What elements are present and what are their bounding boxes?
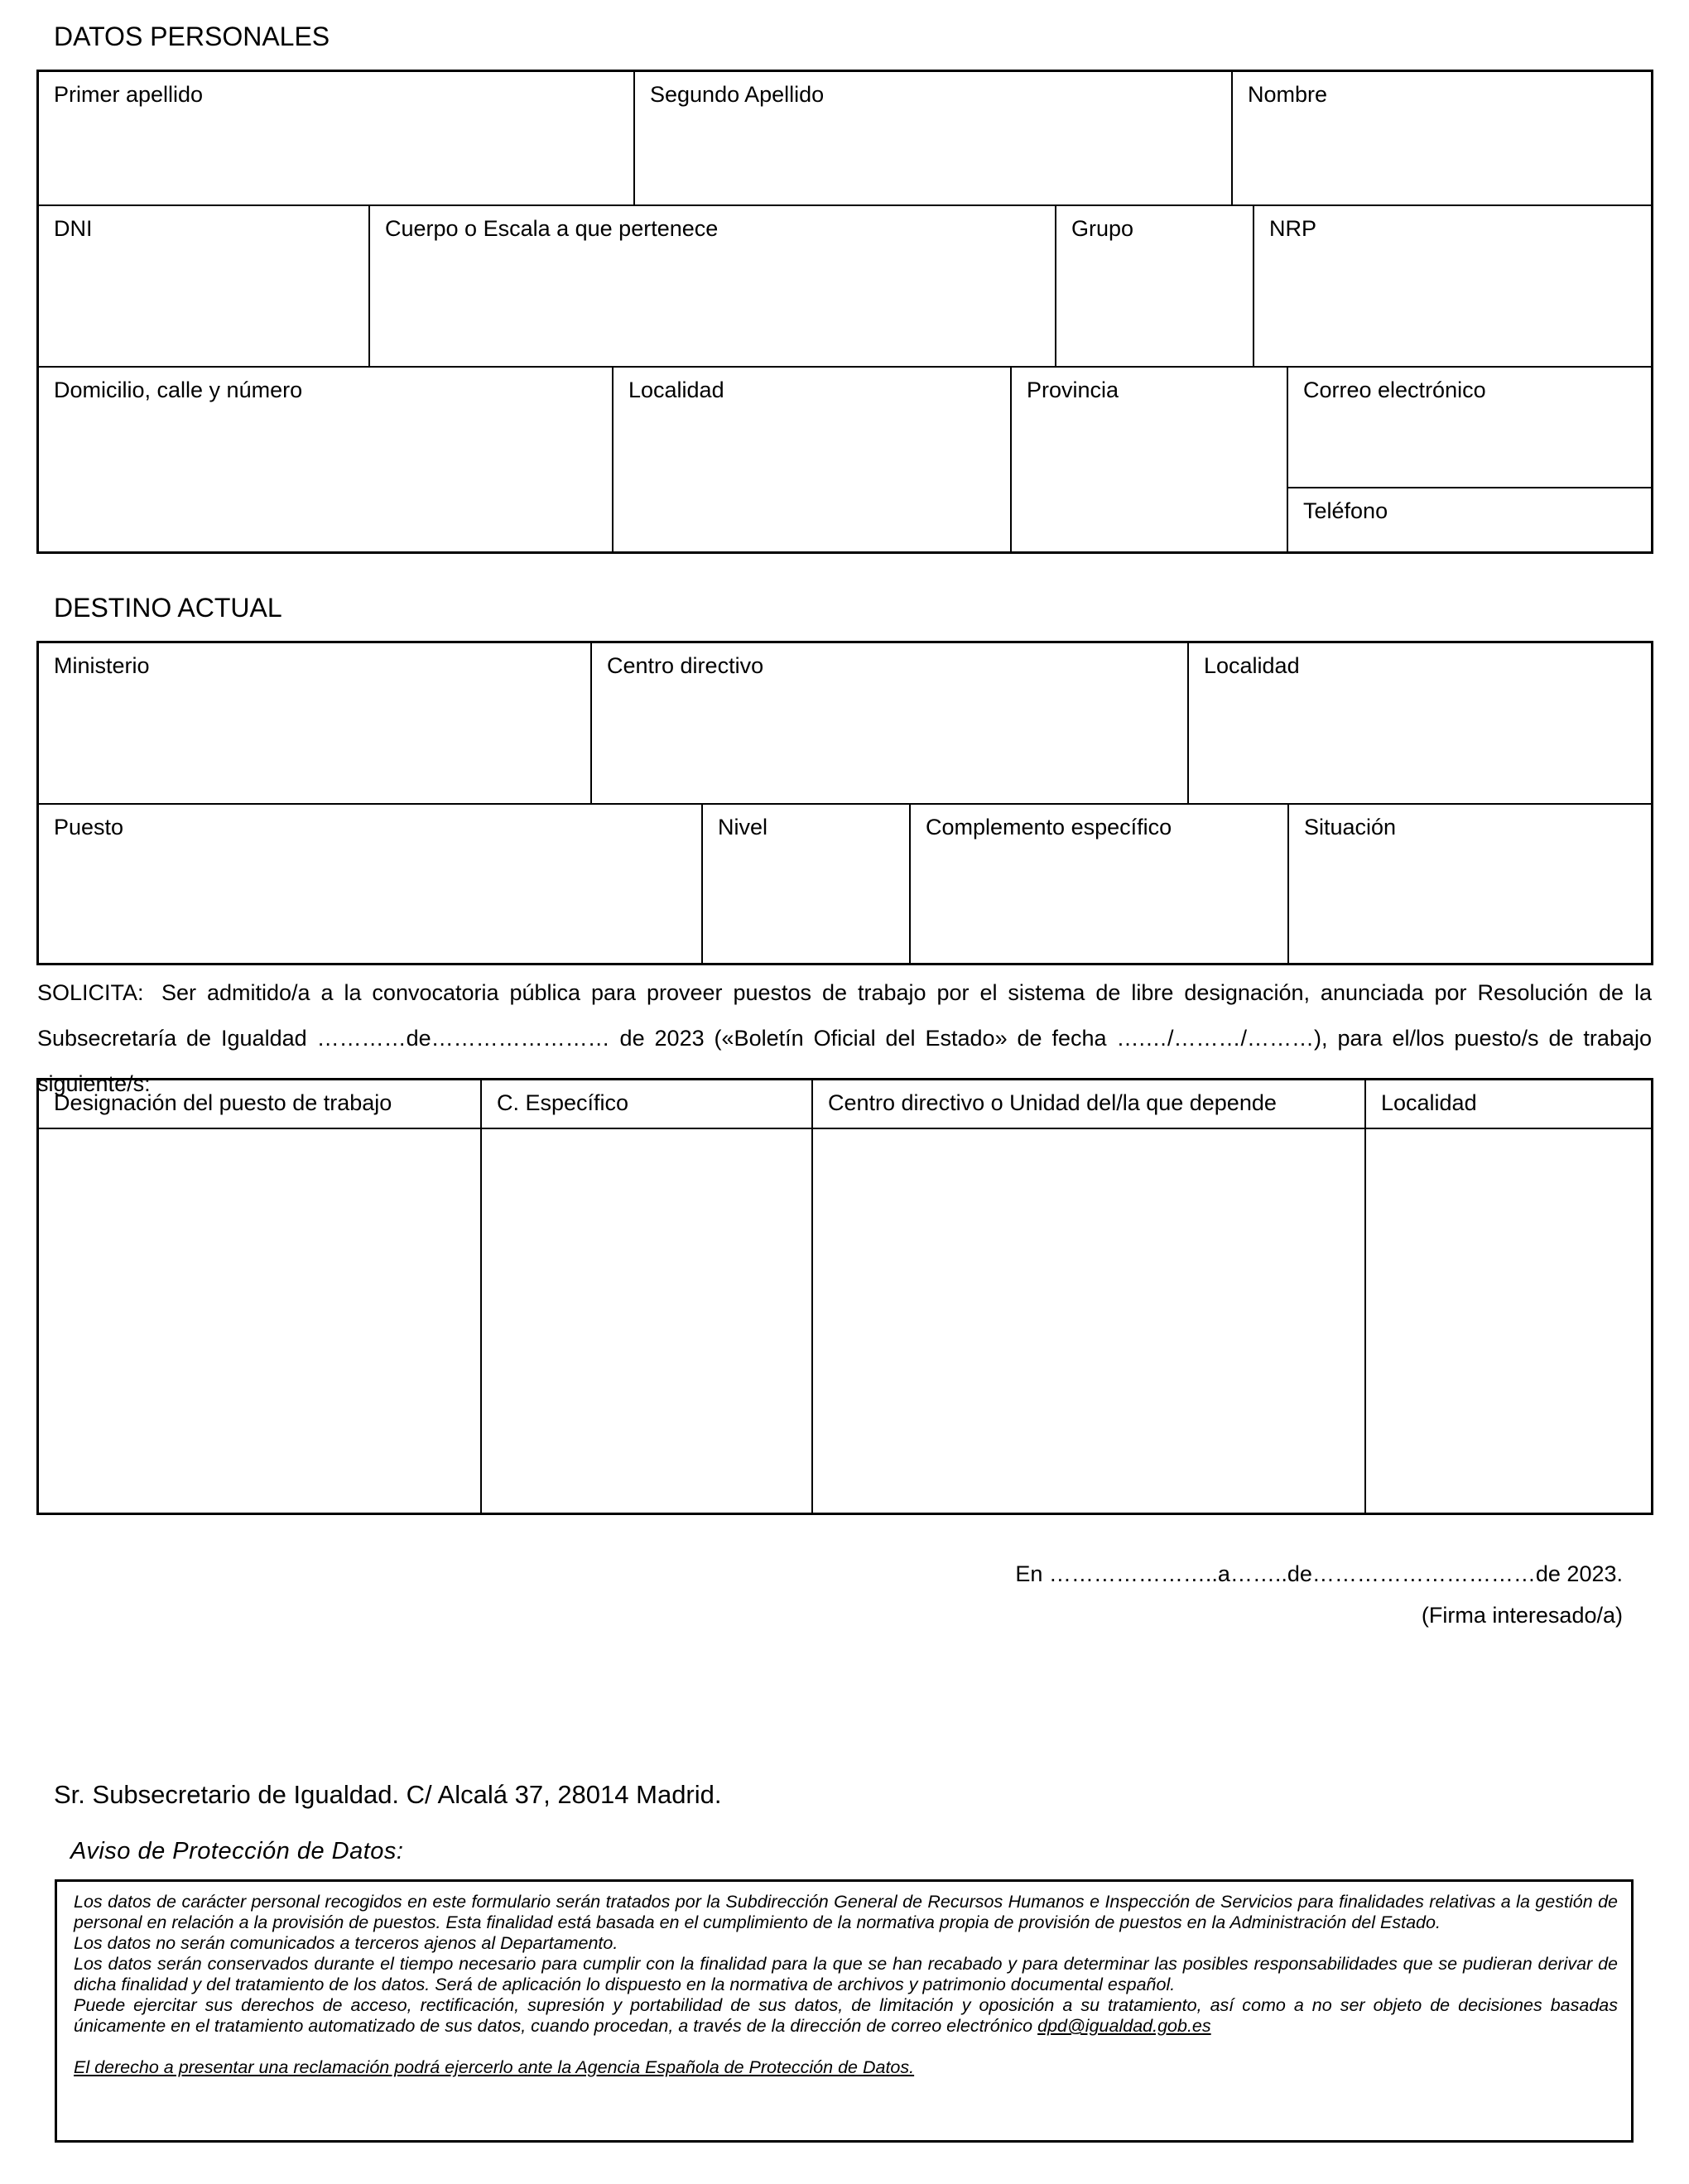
privacy-rights-text: Puede ejercitar sus derechos de acceso, rectificación, supresión y portabilidad de sus datos, de limitación y oposición a su tratamiento, así como a no ser objeto de decisiones basadas únicamente en el tratamiento automatizado de sus datos, cuando procedan, a través de la dirección de correo electrónico bbox=[74, 1995, 1618, 2036]
field-label: Nombre bbox=[1248, 82, 1328, 107]
posts-header-especifico bbox=[480, 1079, 811, 1128]
privacy-paragraph: Los datos de carácter personal recogidos en este formulario serán tratados por la Subdirección General de Recursos Humanos e Inspección de Servicios para finalidades relativas a la gestión de personal en relación a la provisión de puestos. Esta finalidad está basada en el cumplimiento de la normativa propia de provisión de puestos en la Administración del Estado. bbox=[74, 1892, 1618, 1932]
field-ministerio[interactable] bbox=[37, 642, 590, 803]
request-lead: SOLICITA: bbox=[37, 980, 144, 1005]
privacy-heading: Aviso de Protección de Datos: bbox=[70, 1838, 404, 1864]
signature-label: (Firma interesado/a) bbox=[1421, 1603, 1623, 1628]
field-label: NRP bbox=[1269, 216, 1317, 241]
posts-header-centro bbox=[811, 1079, 1364, 1128]
field-label: Segundo Apellido bbox=[650, 82, 825, 107]
field-label: Ministerio bbox=[54, 653, 150, 678]
field-label: Correo electrónico bbox=[1303, 378, 1486, 402]
field-label: Cuerpo o Escala a que pertenece bbox=[385, 216, 719, 241]
field-label: DNI bbox=[54, 216, 93, 241]
field-telefono[interactable] bbox=[1287, 487, 1652, 552]
field-label: Complemento específico bbox=[926, 815, 1172, 839]
privacy-paragraph bbox=[74, 1995, 1618, 2037]
field-label: Puesto bbox=[54, 815, 124, 839]
current-post-title: DESTINO ACTUAL bbox=[54, 593, 282, 623]
personal-data-title: DATOS PERSONALES bbox=[54, 22, 330, 51]
field-label: Provincia bbox=[1027, 378, 1119, 402]
field-label: Situación bbox=[1304, 815, 1397, 839]
privacy-paragraph: Los datos serán conservados durante el tiempo necesario para cumplir con la finalidad para la que se han recabado y para determinar las posibles responsabilidades que se pudieran derivar de dicha finalidad y del tratamiento de los datos. Será de aplicación lo dispuesto en la normativa de archivos y patrimonio documental español. bbox=[74, 1954, 1618, 1994]
field-destino-localidad[interactable] bbox=[1187, 642, 1652, 803]
field-dni[interactable] bbox=[37, 204, 368, 366]
field-correo[interactable] bbox=[1287, 366, 1652, 487]
privacy-notice-box bbox=[55, 1879, 1634, 2143]
field-nombre[interactable] bbox=[1231, 70, 1652, 204]
field-label: Grupo bbox=[1071, 216, 1134, 241]
privacy-complaint-text: El derecho a presentar una reclamación podrá ejercerlo ante la Agencia Española de Protección de Datos. bbox=[74, 2057, 915, 2077]
field-label: Localidad bbox=[628, 378, 724, 402]
field-label: Primer apellido bbox=[54, 82, 204, 107]
posts-cell-designacion[interactable] bbox=[37, 1128, 480, 1513]
posts-header-designacion bbox=[37, 1079, 480, 1128]
field-provincia[interactable] bbox=[1010, 366, 1287, 552]
field-nrp[interactable] bbox=[1253, 204, 1652, 366]
field-situacion[interactable] bbox=[1287, 803, 1652, 964]
field-label: Localidad bbox=[1204, 653, 1300, 678]
field-complemento[interactable] bbox=[909, 803, 1287, 964]
field-grupo[interactable] bbox=[1055, 204, 1253, 366]
field-domicilio[interactable] bbox=[37, 366, 612, 552]
addressee: Sr. Subsecretario de Igualdad. C/ Alcalá 37, 28014 Madrid. bbox=[54, 1780, 722, 1809]
field-cuerpo-escala[interactable] bbox=[368, 204, 1055, 366]
field-localidad[interactable] bbox=[612, 366, 1010, 552]
privacy-email-link[interactable]: dpd@igualdad.gob.es bbox=[1037, 2016, 1211, 2036]
place-date-line: En …………………..a……..de…………………………de 2023. bbox=[1015, 1561, 1623, 1586]
request-text: Ser admitido/a a la convocatoria pública para proveer puestos de trabajo por el sistema de libre designación, anunciada por Resolución de la Subsecretaría de Igualdad …………de…………………… de 2023 («Boletín Oficial del Estado» de fecha ….…/………/………), para el/los puesto/s de trabajo siguiente/s: bbox=[37, 980, 1652, 1096]
posts-cell-centro[interactable] bbox=[811, 1128, 1364, 1513]
field-nivel[interactable] bbox=[701, 803, 909, 964]
field-label: Domicilio, calle y número bbox=[54, 378, 303, 402]
field-label: Centro directivo bbox=[607, 653, 764, 678]
privacy-paragraph: Los datos no serán comunicados a terceros ajenos al Departamento. bbox=[74, 1933, 618, 1953]
field-puesto[interactable] bbox=[37, 803, 701, 964]
field-primer-apellido[interactable] bbox=[37, 70, 633, 204]
column-header: Centro directivo o Unidad del/la que depende bbox=[828, 1090, 1277, 1115]
column-header: Designación del puesto de trabajo bbox=[54, 1090, 392, 1115]
posts-cell-localidad[interactable] bbox=[1364, 1128, 1652, 1513]
posts-header-localidad bbox=[1364, 1079, 1652, 1128]
paragraph-gap bbox=[74, 2037, 1618, 2057]
column-header: Localidad bbox=[1381, 1090, 1477, 1115]
field-label: Teléfono bbox=[1303, 498, 1388, 523]
field-label: Nivel bbox=[718, 815, 768, 839]
field-centro-directivo[interactable] bbox=[590, 642, 1187, 803]
field-segundo-apellido[interactable] bbox=[633, 70, 1231, 204]
posts-cell-especifico[interactable] bbox=[480, 1128, 811, 1513]
column-header: C. Específico bbox=[497, 1090, 629, 1115]
